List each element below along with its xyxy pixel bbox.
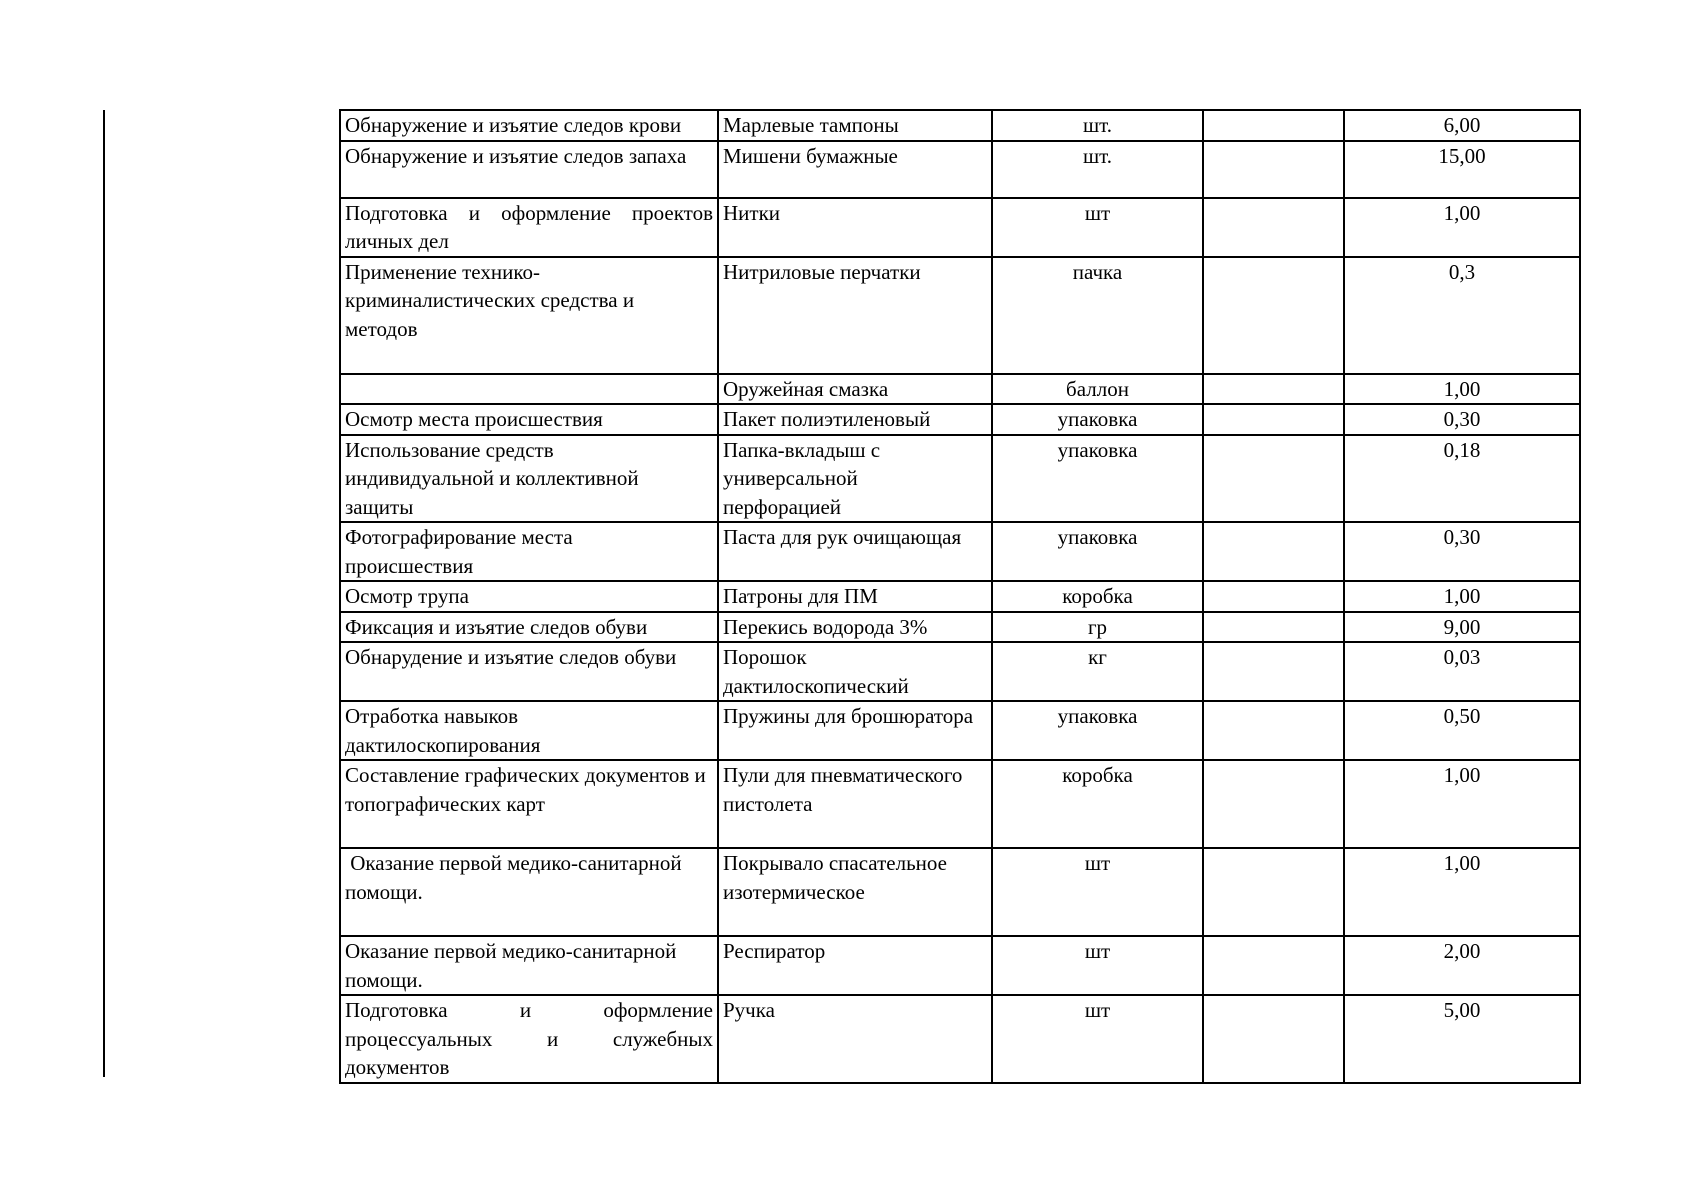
table-row — [340, 198, 1580, 257]
activity-cell: Оказание первой медико-санитарной помощи. — [340, 936, 718, 995]
unit-cell: шт. — [992, 110, 1203, 141]
activity-line: Подготовка и оформление — [345, 998, 713, 1022]
activity-line: процессуальных и служебных — [345, 1026, 713, 1051]
activity-cell: Использование средств индивидуальной и коллективной защиты — [340, 435, 718, 523]
activity-cell: Осмотр места происшествия — [340, 404, 718, 435]
empty-cell — [1203, 522, 1344, 581]
activity-line: документов — [345, 1055, 450, 1079]
quantity-cell: 0,18 — [1344, 435, 1580, 523]
quantity-cell: 1,00 — [1344, 198, 1580, 257]
table-row — [340, 374, 1580, 405]
material-cell: Пружины для брошюратора — [718, 701, 992, 760]
material-cell: Папка-вкладыш с универсальной перфорацией — [718, 435, 992, 523]
quantity-cell: 1,00 — [1344, 374, 1580, 405]
quantity-cell: 0,30 — [1344, 522, 1580, 581]
table-row — [340, 522, 1580, 581]
activity-cell: Осмотр трупа — [340, 581, 718, 612]
unit-cell: коробка — [992, 760, 1203, 848]
activity-cell: Фиксация и изъятие следов обуви — [340, 612, 718, 643]
empty-cell — [1203, 848, 1344, 936]
unit-cell: гр — [992, 612, 1203, 643]
empty-cell — [1203, 642, 1344, 701]
table-row — [340, 995, 1580, 1083]
activity-cell: Составление графических документов и топографических карт — [340, 760, 718, 848]
material-cell: Паста для рук очищающая — [718, 522, 992, 581]
activity-line: Подготовка и оформление проектов — [345, 200, 713, 225]
material-cell: Марлевые тампоны — [718, 110, 992, 141]
table-row — [340, 612, 1580, 643]
quantity-cell: 0,50 — [1344, 701, 1580, 760]
material-cell: Нитриловые перчатки — [718, 257, 992, 374]
empty-cell — [1203, 110, 1344, 141]
activity-cell: Обнарудение и изъятие следов обуви — [340, 642, 718, 701]
table-row — [340, 936, 1580, 995]
table-row — [340, 701, 1580, 760]
empty-cell — [1203, 141, 1344, 198]
activity-cell: Оказание первой медико-санитарной помощи. — [340, 848, 718, 936]
unit-cell: пачка — [992, 257, 1203, 374]
material-cell: Покрывало спасательное изотермическое — [718, 848, 992, 936]
quantity-cell: 0,3 — [1344, 257, 1580, 374]
quantity-cell: 15,00 — [1344, 141, 1580, 198]
material-cell: Мишени бумажные — [718, 141, 992, 198]
table-row — [340, 257, 1580, 374]
quantity-cell: 5,00 — [1344, 995, 1580, 1083]
activity-cell: Обнаружение и изъятие следов крови — [340, 110, 718, 141]
empty-cell — [1203, 936, 1344, 995]
activity-cell: Обнаружение и изъятие следов запаха — [340, 141, 718, 198]
material-cell: Пули для пневматического пистолета — [718, 760, 992, 848]
quantity-cell: 2,00 — [1344, 936, 1580, 995]
unit-cell: упаковка — [992, 522, 1203, 581]
activity-cell — [340, 198, 718, 257]
quantity-cell: 1,00 — [1344, 760, 1580, 848]
empty-cell — [1203, 995, 1344, 1083]
empty-cell — [1203, 374, 1344, 405]
unit-cell: упаковка — [992, 701, 1203, 760]
quantity-cell: 1,00 — [1344, 581, 1580, 612]
material-cell: Ручка — [718, 995, 992, 1083]
quantity-cell: 1,00 — [1344, 848, 1580, 936]
empty-cell — [1203, 257, 1344, 374]
activity-cell: Отработка навыков дактилоскопирования — [340, 701, 718, 760]
unit-cell: баллон — [992, 374, 1203, 405]
table-row — [340, 581, 1580, 612]
empty-cell — [1203, 701, 1344, 760]
unit-cell: шт — [992, 848, 1203, 936]
empty-cell — [1203, 435, 1344, 523]
table-row — [340, 760, 1580, 848]
activity-cell: Фотографирование места происшествия — [340, 522, 718, 581]
quantity-cell: 0,03 — [1344, 642, 1580, 701]
activity-cell: Применение технико-криминалистических средства и методов — [340, 257, 718, 374]
table-row — [340, 141, 1580, 198]
activity-cell — [340, 374, 718, 405]
material-cell: Оружейная смазка — [718, 374, 992, 405]
unit-cell: коробка — [992, 581, 1203, 612]
quantity-cell: 9,00 — [1344, 612, 1580, 643]
quantity-cell: 0,30 — [1344, 404, 1580, 435]
material-cell: Патроны для ПМ — [718, 581, 992, 612]
table-row — [340, 110, 1580, 141]
unit-cell: шт — [992, 936, 1203, 995]
empty-cell — [1203, 612, 1344, 643]
unit-cell: кг — [992, 642, 1203, 701]
activity-line: личных дел — [345, 229, 449, 253]
unit-cell: шт — [992, 995, 1203, 1083]
empty-cell — [1203, 404, 1344, 435]
empty-cell — [1203, 581, 1344, 612]
quantity-cell: 6,00 — [1344, 110, 1580, 141]
material-cell: Пакет полиэтиленовый — [718, 404, 992, 435]
empty-cell — [1203, 198, 1344, 257]
material-cell: Респиратор — [718, 936, 992, 995]
table-row — [340, 404, 1580, 435]
unit-cell: шт. — [992, 141, 1203, 198]
table-row — [340, 435, 1580, 523]
unit-cell: упаковка — [992, 435, 1203, 523]
material-cell: Нитки — [718, 198, 992, 257]
activity-cell — [340, 995, 718, 1083]
unit-cell: шт — [992, 198, 1203, 257]
materials-table — [339, 109, 1581, 1084]
material-cell: Перекись водорода 3% — [718, 612, 992, 643]
page-margin-line — [103, 110, 105, 1077]
table-row — [340, 642, 1580, 701]
empty-cell — [1203, 760, 1344, 848]
unit-cell: упаковка — [992, 404, 1203, 435]
table-row — [340, 848, 1580, 936]
material-cell: Порошок дактилоскопический — [718, 642, 992, 701]
